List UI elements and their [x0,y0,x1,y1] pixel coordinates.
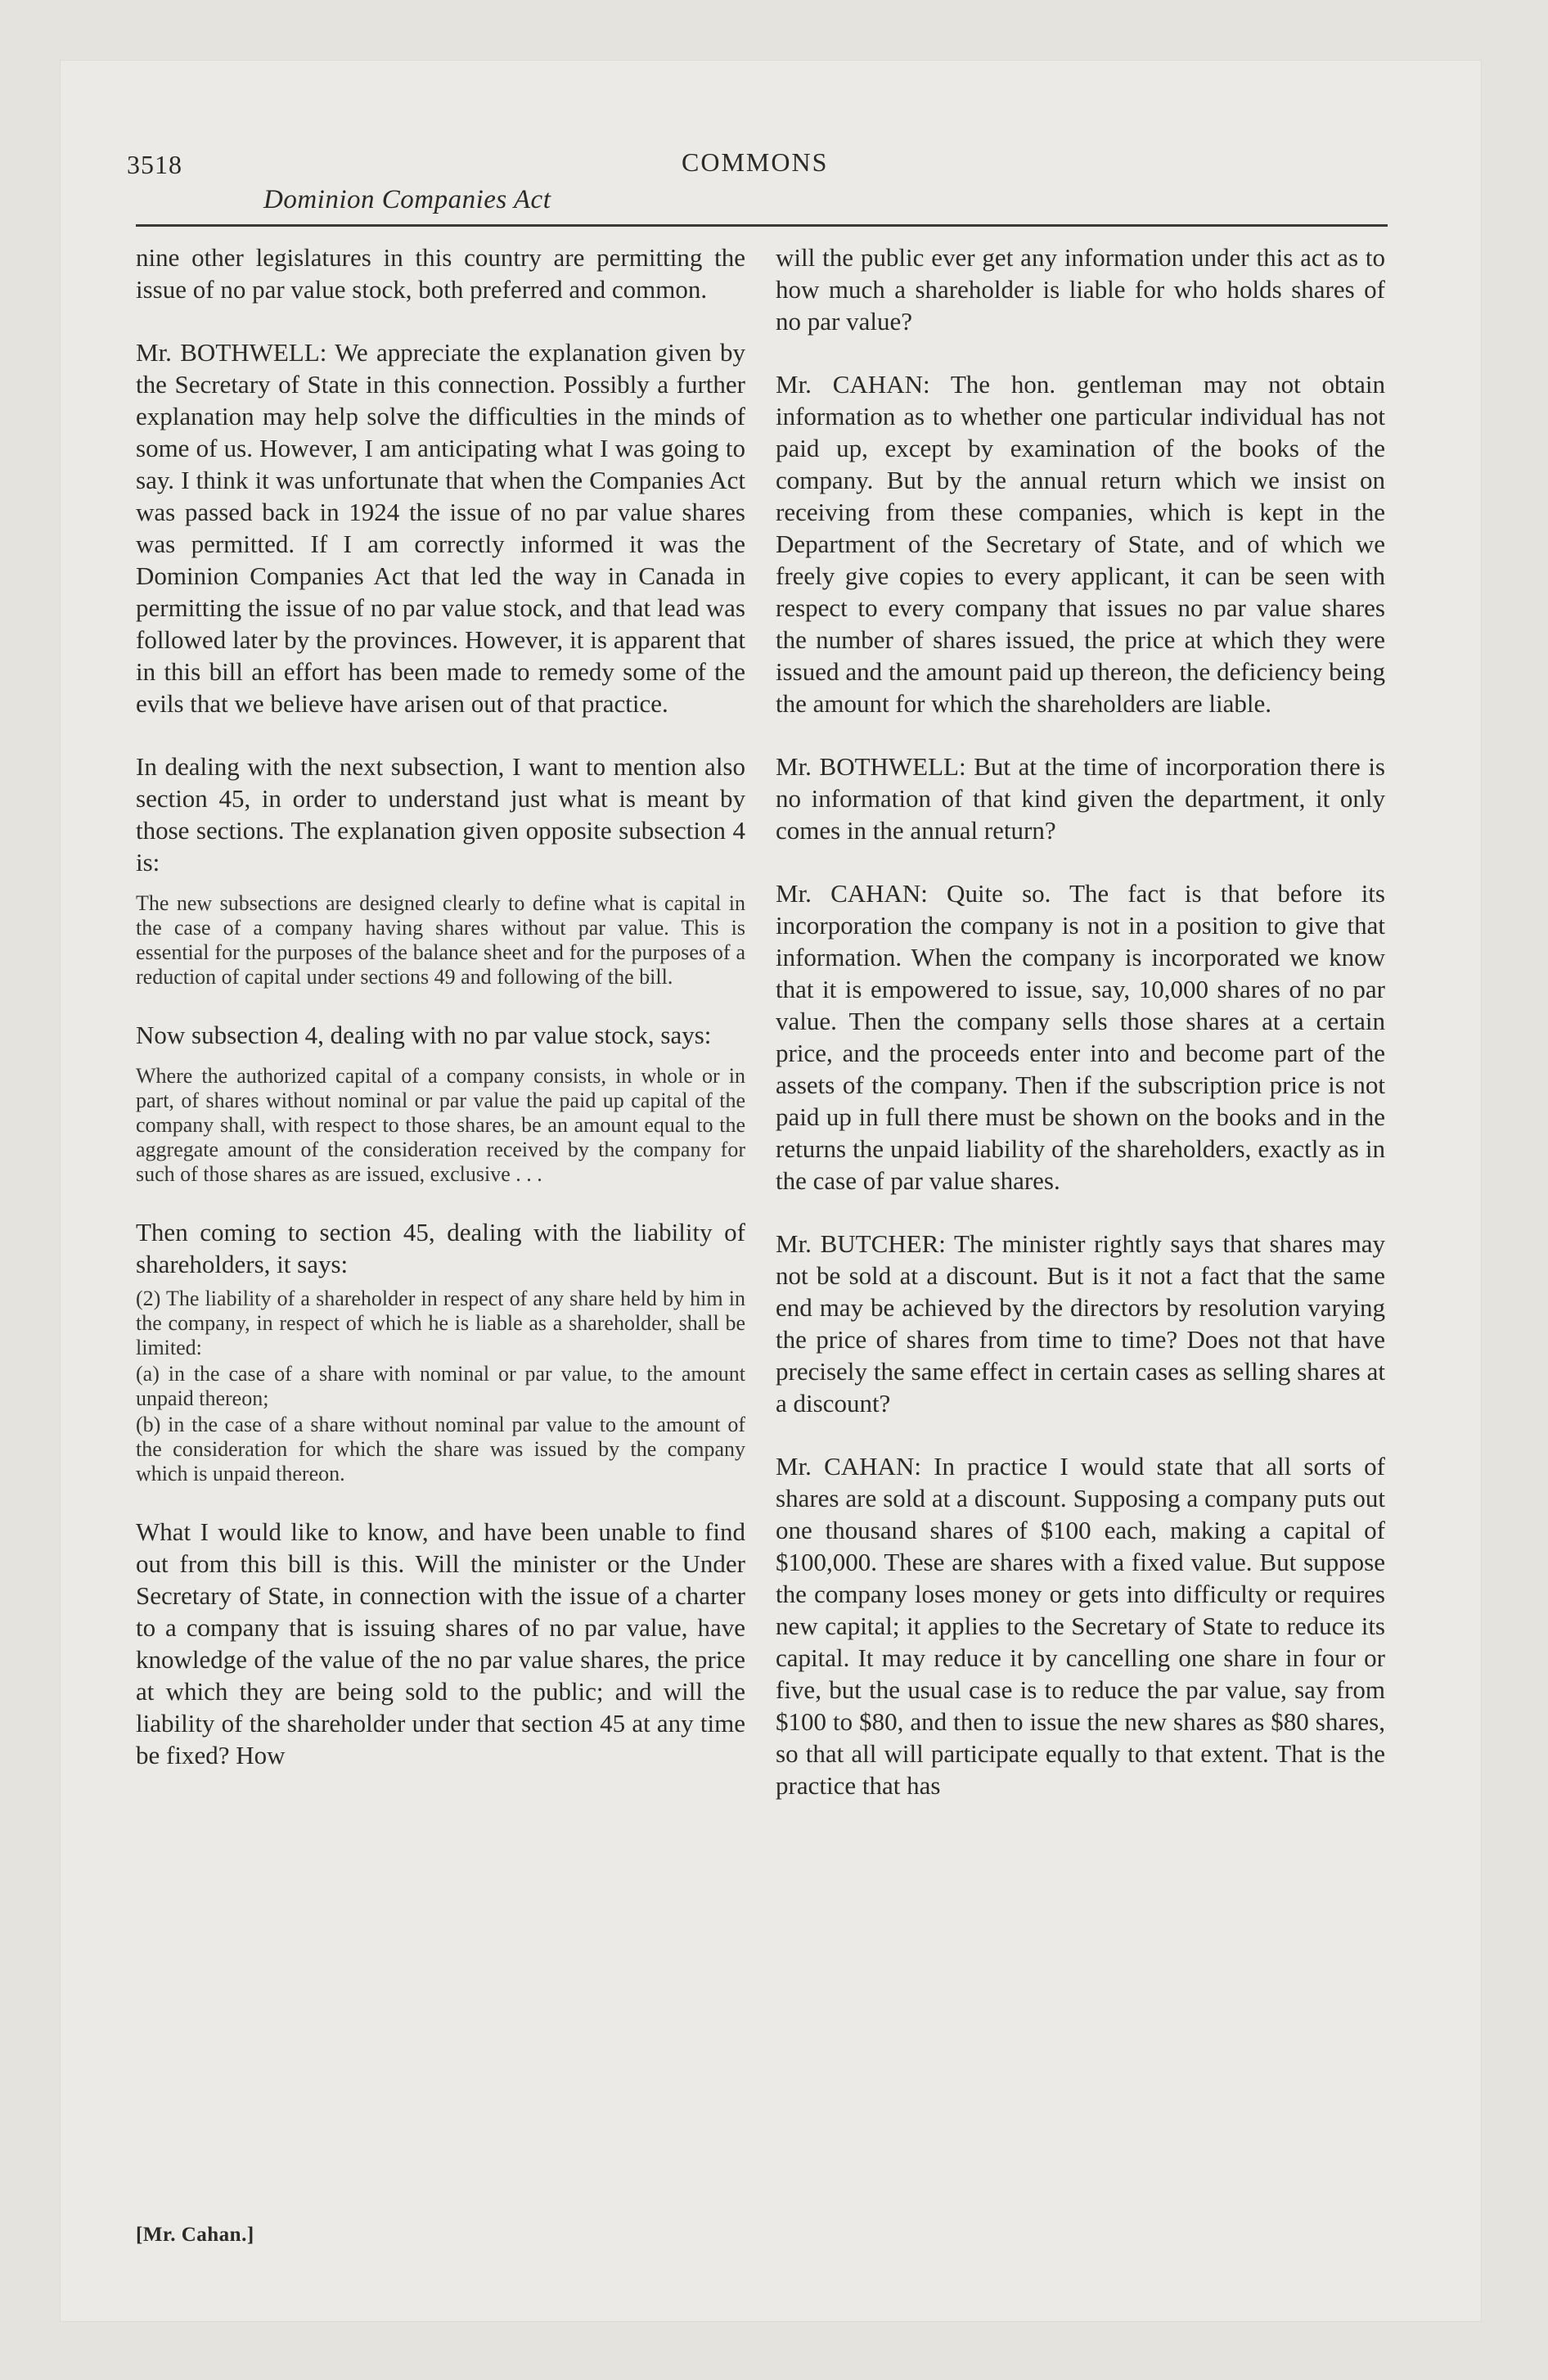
header-rule [136,224,1388,227]
quotation: The new subsections are designed clearly to define what is capital in the case of a company having shares without par value. This is essential for the purposes of the balance sheet and for the purposes of a reduction of capital under sections 49 and following of the bill. [136,891,745,989]
paragraph: What I would like to know, and have been unable to find out from this bill is this. Will the minister or the Under Secretary of State, in connection with the issue of a charter to a company that is issuing shares of no par value, have knowledge of the value of the no par value shares, the price at which they are being sold to the public; and will the liability of the shareholder under that section 45 at any time be fixed? How [136,1517,745,1769]
right-column [776,241,1385,2197]
quotation-clause-a: (a) in the case of a share with nominal or par value, to the amount unpaid thereon; [136,1362,745,1410]
paragraph: In dealing with the next subsection, I want to mention also section 45, in order to understand just what is meant by those sections. The explanation given opposite subsection 4 is: [136,752,745,877]
paragraph: will the public ever get any information under this act as to how much a shareholder is liable for who holds shares of no par value? [776,243,1385,336]
quotation: Where the authorized capital of a company consists, in whole or in part, of shares without nominal or par value the paid up capital of the company shall, with respect to those shares, be an amount equal to the aggregate amount of the consideration received by the company for such of those shares as are issued, exclusive . . . [136,1064,745,1186]
paragraph: Mr. BUTCHER: The minister rightly says that shares may not be sold at a discount. But is it not a fact that the same end may be achieved by the directors by resolution varying the price of shares from time to time? Does not that have precisely the same effect in certain cases as selling shares at a discount? [776,1229,1385,1418]
page-number: 3518 [127,150,182,179]
page-header-title: COMMONS [682,147,829,177]
quotation: (2) The liability of a shareholder in respect of any share held by him in the company, in respect of which he is liable as a shareholder, shall be limited: [136,1287,745,1359]
paragraph: Mr. CAHAN: In practice I would state that all sorts of shares are sold at a discount. Supposing a company puts out one thousand shares of $100 each, making a capital of $100,000. These are shares with a fixed value. But suppose the company loses money or gets into difficulty or requires new capital; it applies to the Secretary of State to reduce its capital. It may reduce it by cancelling one share in four or five, but the usual case is to reduce the par value, say from $100 to $80, and then to issue the new shares as $80 shares, so that all will participate equally to that extent. That is the practice that has [776,1452,1385,1800]
left-column [136,241,745,2197]
quotation-clause-b: (b) in the case of a share without nominal par value to the amount of the consideration for which the share was issued by the company which is unpaid thereon. [136,1413,745,1485]
paragraph: Mr. BOTHWELL: But at the time of incorporation there is no information of that kind given the department, it only comes in the annual return? [776,752,1385,845]
running-head: Dominion Companies Act [263,185,551,214]
paragraph: Then coming to section 45, dealing with the liability of shareholders, it says: [136,1218,745,1278]
paragraph: nine other legislatures in this country are permitting the issue of no par value stock, both preferred and common. [136,243,745,304]
paragraph: Now subsection 4, dealing with no par value stock, says: [136,1021,712,1049]
speaker-footnote: [Mr. Cahan.] [136,2224,254,2246]
paragraph: Mr. BOTHWELL: We appreciate the explanation given by the Secretary of State in this connection. Possibly a further explanation may help solve the difficulties in the minds of some of us. However, I am anticipating what I was going to say. I think it was unfortunate that when the Companies Act was passed back in 1924 the issue of no par value shares was permitted. If I am correctly informed it was the Dominion Companies Act that led the way in Canada in permitting the issue of no par value stock, and that lead was followed later by the provinces. However, it is apparent that in this bill an effort has been made to remedy some of the evils that we believe have arisen out of that practice. [136,338,745,718]
paragraph: Mr. CAHAN: The hon. gentleman may not obtain information as to whether one particular individual has not paid up, except by examination of the books of the company. But by the annual return which we insist on receiving from these companies, which is kept in the Department of the Secretary of State, and of which we freely give copies to every applicant, it can be seen with respect to every company that issues no par value shares the number of shares issued, the price at which they were issued and the amount paid up thereon, the deficiency being the amount for which the shareholders are liable. [776,370,1385,718]
paragraph: Mr. CAHAN: Quite so. The fact is that before its incorporation the company is not in a position to give that information. When the company is incorporated we know that it is empowered to issue, say, 10,000 shares of no par value. Then the company sells those shares at a certain price, and the proceeds enter into and become part of the assets of the company. Then if the subscription price is not paid up in full there must be shown on the books and in the returns the unpaid liability of the shareholders, exactly as in the case of par value shares. [776,879,1385,1195]
